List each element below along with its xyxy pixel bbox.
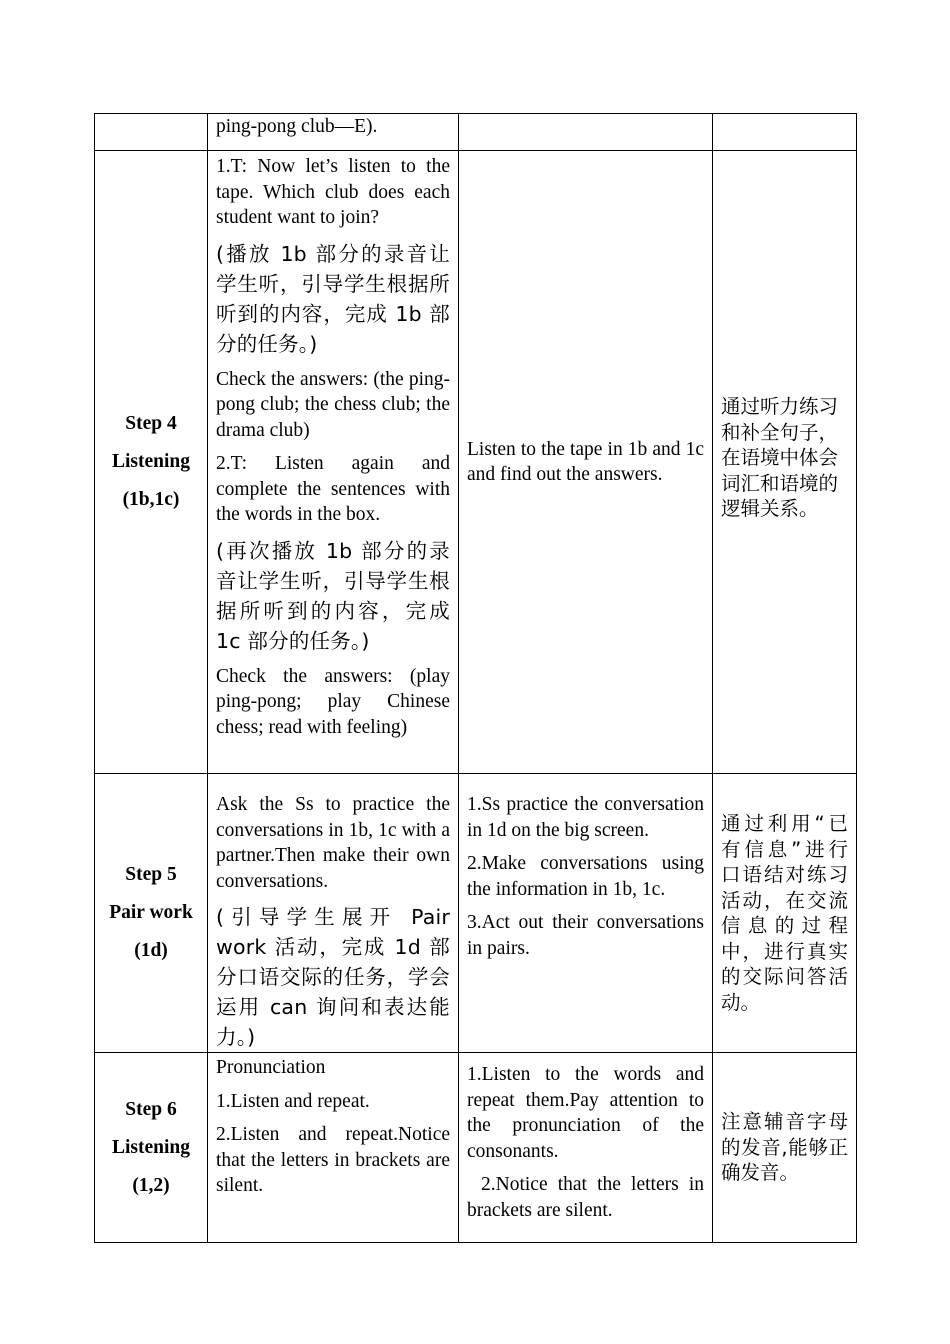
student-activity-text: Listen to the tape in 1b and 1c and find out the answers. <box>467 438 704 485</box>
student-activity-cell <box>459 774 713 1053</box>
teacher-note-zh: (再次播放 1b 部分的录音让学生听，引导学生根据所听到的内容，完成 1c 部分的任务。) <box>216 538 450 653</box>
teacher-instruction: Ask the Ss to practice the conversations in 1b, 1c with a partner.Then make their own conversations. <box>216 794 450 892</box>
student-activity-text: 2.Make conversations using the information in 1b, 1c. <box>467 853 704 900</box>
answer-check: Check the answers: (the ping-pong club; the chess club; the drama club) <box>216 368 450 441</box>
design-purpose-text: 注意辅音字母的发音,能够正确发音。 <box>721 1110 848 1185</box>
step-cell <box>95 1053 208 1243</box>
student-activity-text: 1.Ss practice the conversation in 1d on the big screen. <box>467 794 704 841</box>
teacher-activity-cell <box>208 151 459 774</box>
teacher-activity-cell <box>208 114 459 151</box>
step-number: Step 6 <box>125 1098 177 1120</box>
teacher-instruction: 2.Listen and repeat.Notice that the letters in brackets are silent. <box>216 1124 450 1196</box>
student-activity-text: 2.Notice that the letters in brackets are silent. <box>467 1174 704 1221</box>
section-title: Pronunciation <box>216 1057 326 1078</box>
design-purpose-cell <box>713 1053 857 1243</box>
design-purpose-cell <box>713 151 857 774</box>
student-activity-cell <box>459 151 713 774</box>
step-parts: (1,2) <box>132 1174 170 1196</box>
teacher-instruction: 1.T: Now let’s listen to the tape. Which club does each student want to join? <box>216 156 450 228</box>
step-parts: (1b,1c) <box>122 489 180 510</box>
design-purpose-cell <box>713 114 857 151</box>
table-row-step-5 <box>95 774 857 1053</box>
student-activity-text: 1.Listen to the words and repeat them.Pay attention to the pronunciation of the consonants. <box>467 1064 704 1162</box>
design-purpose-cell <box>713 774 857 1053</box>
step-title: Pair work <box>109 902 193 923</box>
teacher-activity-text: ping-pong club—E). <box>216 116 378 137</box>
table-row-step-4 <box>95 151 857 774</box>
step-number: Step 5 <box>125 864 177 885</box>
teacher-activity-cell <box>208 1053 459 1243</box>
teacher-note-zh: (播放 1b 部分的录音让学生听，引导学生根据所听到的内容，完成 1b 部分的任务。) <box>216 241 450 356</box>
teacher-instruction: 2.T: Listen again and complete the sentences with the words in the box. <box>216 453 450 525</box>
table-row-continuation <box>95 114 857 151</box>
design-purpose-text: 通过利用“已有信息”进行口语结对练习活动，在交流信息的过程中，进行真实的交际问答活动。 <box>721 812 848 1014</box>
lesson-plan-table <box>94 113 857 1243</box>
design-purpose-text: 通过听力练习和补全句子，在语境中体会词汇和语境的逻辑关系。 <box>721 395 839 521</box>
step-number: Step 4 <box>125 413 177 434</box>
step-parts: (1d) <box>134 940 168 961</box>
teacher-activity-cell <box>208 774 459 1053</box>
student-activity-text: 3.Act out their conversations in pairs. <box>467 912 704 959</box>
student-activity-cell <box>459 1053 713 1243</box>
step-cell <box>95 114 208 151</box>
step-title: Listening <box>111 451 191 472</box>
student-activity-cell <box>459 114 713 151</box>
step-cell <box>95 774 208 1053</box>
teacher-instruction: 1.Listen and repeat. <box>216 1090 370 1112</box>
answer-check: Check the answers: (play ping-pong; play Chinese chess; read with feeling) <box>216 665 450 738</box>
teacher-note-zh: (引导学生展开 Pair work 活动，完成 1d 部分口语交际的任务，学会运用 can 询问和表达能力。) <box>216 905 450 1049</box>
table-row-step-6 <box>95 1053 857 1243</box>
step-cell <box>95 151 208 774</box>
step-title: Listening <box>111 1136 191 1158</box>
